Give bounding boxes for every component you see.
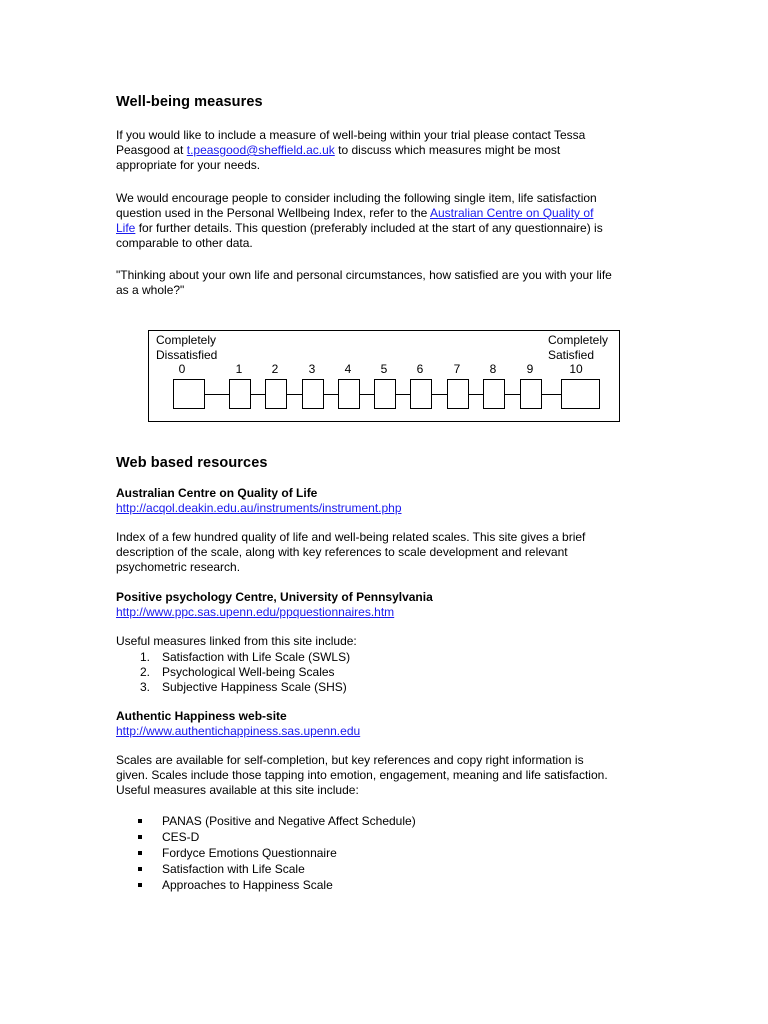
scale-tick: 3 <box>308 362 316 376</box>
bullet-icon <box>138 835 142 839</box>
list-item: Fordyce Emotions Questionnaire <box>116 845 646 861</box>
bullet-icon <box>138 883 142 887</box>
scale-box-0[interactable] <box>173 379 205 409</box>
life-satisfaction-scale <box>148 330 620 422</box>
resource-link-ppc[interactable]: http://www.ppc.sas.upenn.edu/ppquestionnaires.htm <box>116 605 395 619</box>
scale-box-9[interactable] <box>520 379 542 409</box>
list-item: Approaches to Happiness Scale <box>116 877 646 893</box>
list-item: CES-D <box>116 829 646 845</box>
resource-title-acqol: Australian Centre on Quality of Life <box>116 486 318 500</box>
web-resources-heading: Web based resources <box>116 455 268 471</box>
question-quote: "Thinking about your own life and personal circumstances, how satisfied are you with your life as a whole?" <box>116 268 612 297</box>
resource-link-authentic[interactable]: http://www.authentichappiness.sas.upenn.edu <box>116 724 361 738</box>
scale-box-7[interactable] <box>447 379 469 409</box>
scale-box-10[interactable] <box>561 379 600 409</box>
resource-title-ppc: Positive psychology Centre, University of Pennsylvania <box>116 590 433 604</box>
bullet-icon <box>138 867 142 871</box>
resource-title-authentic: Authentic Happiness web-site <box>116 709 287 723</box>
scale-box-1[interactable] <box>229 379 251 409</box>
scale-tick: 9 <box>526 362 534 376</box>
scale-box-5[interactable] <box>374 379 396 409</box>
resource-desc-acqol: Index of a few hundred quality of life and well-being related scales. This site gives a brief description of the scale, along with key references to scale development and relevant psychometric research. <box>116 530 586 574</box>
scale-tick: 7 <box>453 362 461 376</box>
resource-desc-authentic: Scales are available for self-completion, but key references and copy right information is given. Scales include those tapping into emotion, engagement, meaning and life satisfaction. Useful measures available at this site include: <box>116 753 608 797</box>
bullet-icon <box>138 851 142 855</box>
scale-box-8[interactable] <box>483 379 505 409</box>
ppc-intro: Useful measures linked from this site include: <box>116 634 357 648</box>
intro-paragraph: If you would like to include a measure of well-being within your trial please contact Tessa Peasgood at t.peasgood@sheffield.ac.uk to discuss which measures might be most appropriate for your needs. <box>116 128 586 172</box>
scale-tick: 8 <box>489 362 497 376</box>
ppc-measures-list <box>116 650 646 695</box>
list-item: 2. Psychological Well-being Scales <box>140 665 335 679</box>
bullet-icon <box>138 819 142 823</box>
scale-tick: 4 <box>344 362 352 376</box>
resource-link-acqol[interactable]: http://acqol.deakin.edu.au/instruments/instrument.php <box>116 501 402 515</box>
acqol-inline-link[interactable]: Australian Centre on Quality of <box>429 206 594 220</box>
scale-tick: 10 <box>569 362 583 376</box>
scale-tick: 0 <box>178 362 186 376</box>
well-being-heading: Well-being measures <box>116 94 263 110</box>
list-item: 1. Satisfaction with Life Scale (SWLS) <box>140 650 351 664</box>
scale-box-2[interactable] <box>265 379 287 409</box>
scale-tick: 1 <box>235 362 243 376</box>
list-item: PANAS (Positive and Negative Affect Schedule) <box>116 813 646 829</box>
list-item: 3. Subjective Happiness Scale (SHS) <box>140 680 347 694</box>
scale-left-label: Completely Dissatisfied <box>156 333 218 362</box>
authentic-measures-list <box>116 813 646 893</box>
acqol-inline-link-cont[interactable]: Life <box>116 221 136 235</box>
email-link[interactable]: t.peasgood@sheffield.ac.uk <box>186 143 335 157</box>
scale-right-label: Completely Satisfied <box>548 333 609 362</box>
scale-tick: 6 <box>416 362 424 376</box>
scale-tick: 2 <box>271 362 279 376</box>
list-item: Satisfaction with Life Scale <box>116 861 646 877</box>
scale-box-6[interactable] <box>410 379 432 409</box>
scale-tick: 5 <box>380 362 388 376</box>
scale-box-3[interactable] <box>302 379 324 409</box>
scale-box-4[interactable] <box>338 379 360 409</box>
encourage-paragraph: We would encourage people to consider including the following single item, life satisfaction question used in the Personal Wellbeing Index, refer to the Australian Centre on Quality of Life for further details. This question (preferably included at the start of any questionnaire) is comparable to other data. <box>116 191 603 250</box>
